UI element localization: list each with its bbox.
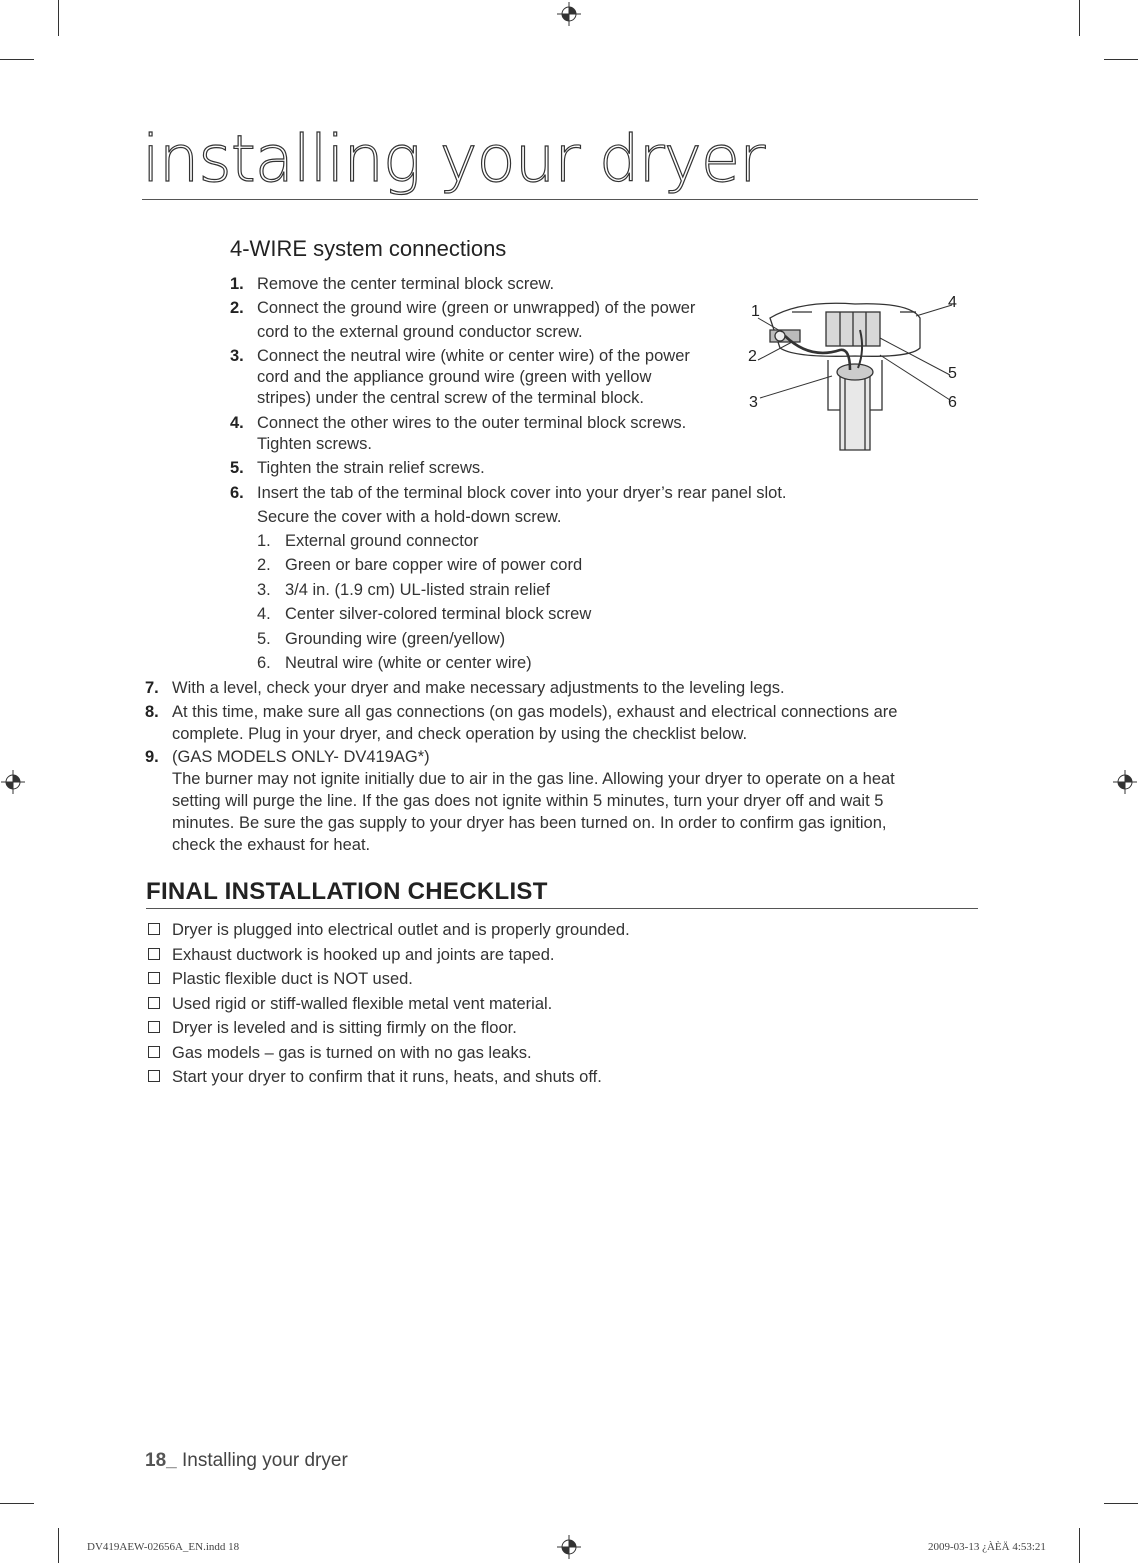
step-text: cord and the appliance ground wire (green with yellow: [257, 368, 652, 386]
step-text: setting will purge the line. If the gas does not ignite within 5 minutes, turn your dryer off and wait 5: [172, 792, 884, 810]
step-text: Tighten screws.: [257, 435, 372, 453]
step-number: 4.: [230, 414, 244, 432]
crop-mark: [1104, 1503, 1138, 1504]
checkbox[interactable]: [148, 948, 160, 960]
parts-number: 2.: [257, 556, 271, 574]
registration-mark-icon: [1113, 770, 1137, 794]
parts-text: External ground connector: [285, 532, 479, 550]
parts-text: 3/4 in. (1.9 cm) UL-listed strain relief: [285, 581, 551, 599]
registration-mark-icon: [557, 2, 581, 26]
parts-text: Center silver-colored terminal block screw: [285, 605, 592, 623]
title-underline: [142, 199, 978, 200]
parts-number: 1.: [257, 532, 271, 550]
checklist-text: Dryer is leveled and is sitting firmly on the floor.: [172, 1019, 517, 1037]
parts-number: 3.: [257, 581, 271, 599]
checkbox[interactable]: [148, 923, 160, 935]
step-text: Secure the cover with a hold-down screw.: [257, 508, 562, 526]
callout-6: 6: [948, 394, 957, 411]
step-number: 2.: [230, 299, 244, 317]
crop-mark: [1079, 0, 1080, 36]
step-number: 7.: [145, 679, 159, 697]
checklist-underline: [146, 908, 978, 909]
step-text: With a level, check your dryer and make necessary adjustments to the leveling legs.: [172, 679, 785, 697]
slug-stamp: 2009-03-13 ¿ÀÈÄ 4:53:21: [928, 1541, 1046, 1553]
checklist-text: Start your dryer to confirm that it runs, heats, and shuts off.: [172, 1068, 602, 1086]
page-number: 18_: [145, 1450, 177, 1471]
slug-file: DV419AEW-02656A_EN.indd 18: [87, 1541, 240, 1553]
crop-mark: [1104, 59, 1138, 60]
checkbox[interactable]: [148, 997, 160, 1009]
callout-4: 4: [948, 294, 957, 311]
terminal-block-diagram: [740, 290, 970, 460]
callout-3: 3: [749, 394, 758, 411]
crop-mark: [0, 59, 34, 60]
parts-text: Neutral wire (white or center wire): [285, 654, 532, 672]
footer-label: Installing your dryer: [176, 1450, 348, 1471]
checklist-text: Dryer is plugged into electrical outlet and is properly grounded.: [172, 921, 630, 939]
step-text: check the exhaust for heat.: [172, 836, 371, 854]
step-text: Connect the other wires to the outer terminal block screws.: [257, 414, 687, 432]
step-text: cord to the external ground conductor screw.: [257, 323, 583, 341]
parts-text: Green or bare copper wire of power cord: [285, 556, 583, 574]
checklist-heading: FINAL INSTALLATION CHECKLIST: [146, 878, 548, 905]
terminal-block-illustration: [740, 290, 970, 460]
parts-number: 4.: [257, 605, 271, 623]
step-number: 5.: [230, 459, 244, 477]
callout-5: 5: [948, 365, 957, 382]
checklist-text: Exhaust ductwork is hooked up and joints are taped.: [172, 946, 555, 964]
step-text: minutes. Be sure the gas supply to your dryer has been turned on. In order to confirm gas ignition,: [172, 814, 887, 832]
step-text: stripes) under the central screw of the terminal block.: [257, 389, 645, 407]
callout-1: 1: [751, 303, 760, 320]
step-number: 8.: [145, 703, 159, 721]
checklist-text: Gas models – gas is turned on with no gas leaks.: [172, 1044, 532, 1062]
crop-mark: [58, 1528, 59, 1563]
checkbox[interactable]: [148, 1070, 160, 1082]
page-title: installing your dryer: [142, 123, 765, 197]
step-text: (GAS MODELS ONLY- DV419AG*): [172, 748, 430, 766]
registration-mark-icon: [1, 770, 25, 794]
crop-mark: [58, 0, 59, 36]
section-heading: 4-WIRE system connections: [230, 236, 507, 261]
checkbox[interactable]: [148, 1021, 160, 1033]
parts-number: 5.: [257, 630, 271, 648]
crop-mark: [0, 1503, 34, 1504]
step-text: complete. Plug in your dryer, and check operation by using the checklist below.: [172, 725, 748, 743]
callout-2: 2: [748, 348, 757, 365]
checkbox[interactable]: [148, 972, 160, 984]
page-footer: [145, 1450, 348, 1472]
step-text: At this time, make sure all gas connections (on gas models), exhaust and electrical connections are: [172, 703, 898, 721]
checkbox[interactable]: [148, 1046, 160, 1058]
parts-number: 6.: [257, 654, 271, 672]
step-text: Connect the neutral wire (white or center wire) of the power: [257, 347, 690, 365]
registration-mark-icon: [557, 1535, 581, 1559]
step-number: 9.: [145, 748, 159, 766]
step-number: 6.: [230, 484, 244, 502]
step-number: 3.: [230, 347, 244, 365]
step-text: Insert the tab of the terminal block cover into your dryer’s rear panel slot.: [257, 484, 787, 502]
parts-text: Grounding wire (green/yellow): [285, 630, 506, 648]
crop-mark: [1079, 1528, 1080, 1563]
checklist-text: Used rigid or stiff-walled flexible metal vent material.: [172, 995, 553, 1013]
step-text: The burner may not ignite initially due to air in the gas line. Allowing your dryer to operate on a heat: [172, 770, 895, 788]
step-number: 1.: [230, 275, 244, 293]
step-text: Connect the ground wire (green or unwrapped) of the power: [257, 299, 696, 317]
checklist-text: Plastic flexible duct is NOT used.: [172, 970, 413, 988]
step-text: Tighten the strain relief screws.: [257, 459, 485, 477]
step-text: Remove the center terminal block screw.: [257, 275, 555, 293]
